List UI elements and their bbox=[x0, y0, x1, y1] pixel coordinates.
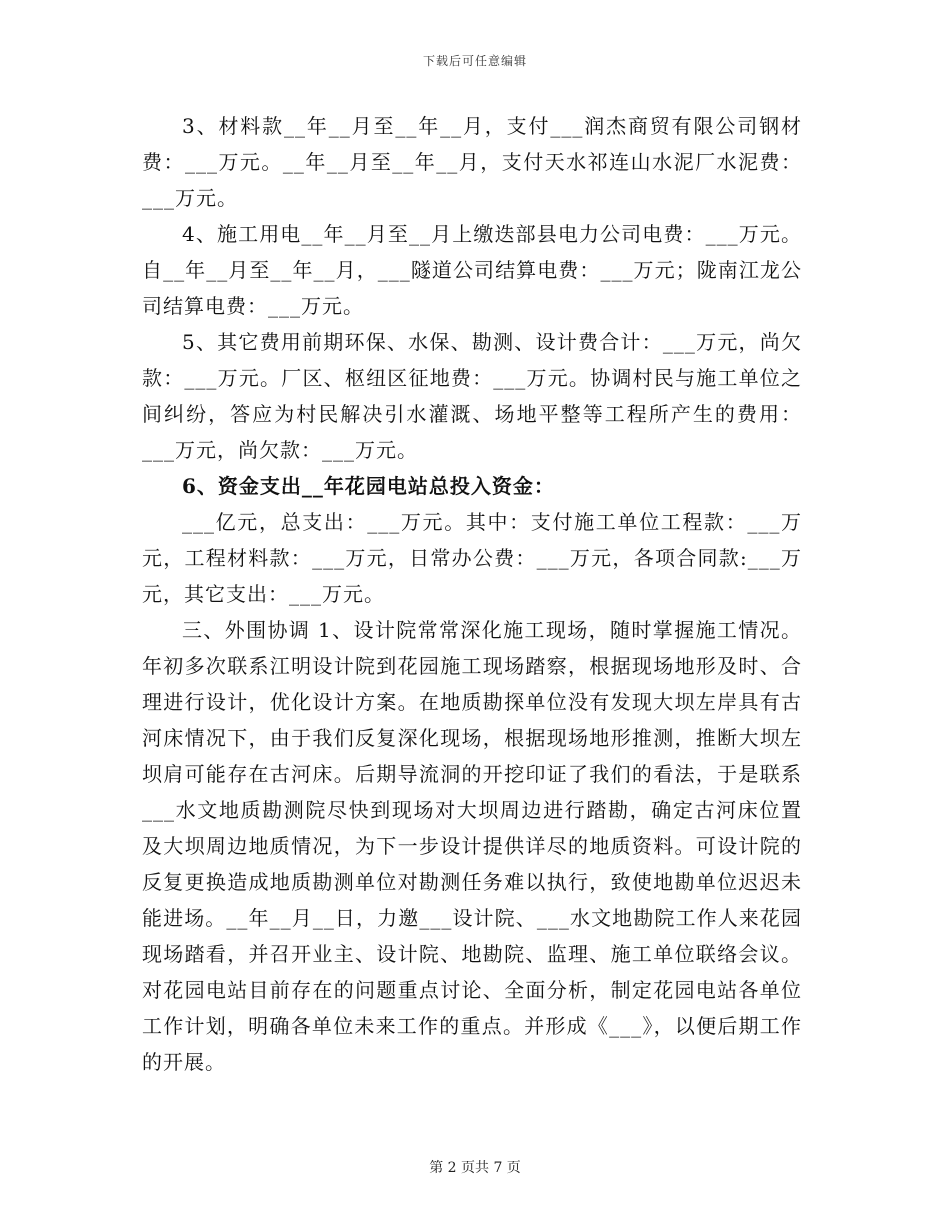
document-body bbox=[142, 108, 802, 1080]
paragraph-expenditure-details: ___亿元，总支出：___万元。其中：支付施工单位工程款：___万元，工程材料款：___万元，日常办公费：___万元，各项合同款:___万元，其它支出：___万元。 bbox=[142, 510, 802, 606]
paragraph-electricity: 4、施工用电__年__月至__月上缴迭部县电力公司电费：___万元。自__年__月至__年__月，___隧道公司结算电费：___万元；陇南江龙公司结算电费：___万元。 bbox=[142, 222, 802, 318]
paragraph-heading-expenditure: 6、资金支出__年花园电站总投入资金： bbox=[182, 474, 555, 498]
paragraph-materials: 3、材料款__年__月至__年__月，支付___润杰商贸有限公司钢材费：___万元。__年__月至__年__月，支付天水祁连山水泥厂水泥费：___万元。 bbox=[142, 114, 802, 210]
paragraph-external-coordination: 三、外围协调 1、设计院常常深化施工现场，随时掌握施工情况。年初多次联系江明设计院到花园施工现场踏察，根据现场地形及时、合理进行设计，优化设计方案。在地质勘探单位没有发现大坝左岸具有古河床情况下，由于我们反复深化现场，根据现场地形推测，推断大坝左坝肩可能存在古河床。后期导流洞的开挖印证了我们的看法，于是联系___水文地质勘测院尽快到现场对大坝周边进行踏勘，确定古河床位置及大坝周边地质情况，为下一步设计提供详尽的地质资料。可设计院的反复更换造成地质勘测单位对勘测任务难以执行，致使地勘单位迟迟未能进场。__年__月__日，力邀___设计院、___水文地勘院工作人来花园现场踏看，并召开业主、设计院、地勘院、监理、施工单位联络会议。对花园电站目前存在的问题重点讨论、全面分析，制定花园电站各单位工作计划，明确各单位未来工作的重点。并形成《___》，以便后期工作的开展。 bbox=[142, 618, 802, 1074]
paragraph-other-costs: 5、其它费用前期环保、水保、勘测、设计费合计：___万元，尚欠款：___万元。厂区、枢纽区征地费：___万元。协调村民与施工单位之间纠纷，答应为村民解决引水灌溉、场地平整等工程所产生的费用：___万元，尚欠款：___万元。 bbox=[142, 330, 802, 462]
page-number: 第 2 页共 7 页 bbox=[429, 1160, 521, 1176]
page-header: 下载后可任意编辑 bbox=[422, 54, 527, 68]
